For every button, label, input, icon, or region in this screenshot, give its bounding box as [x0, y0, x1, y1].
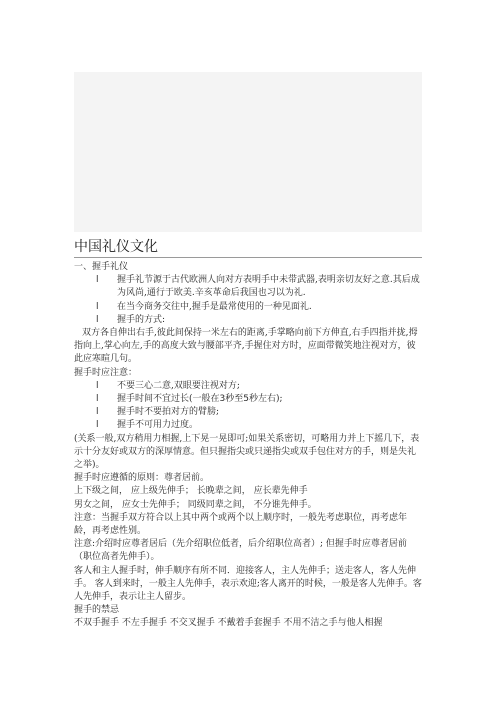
bullet-item [74, 314, 424, 327]
paragraph: (关系一般,双方稍用力相握,上下晃一晃即可;如果关系密切，可略用力并上下摇几下，表示十分友好或双方的深厚情意。但只握指尖或只递指尖或双手包住对方的手，则是失礼之举)。 [74, 433, 420, 471]
image-placeholder [74, 72, 422, 232]
bullet-text: 握手礼节源于古代欧洲人向对方表明手中未带武器,表明亲切友好之意.其后成为风尚,通行于欧美.辛亥革命后我国也习以为礼. [117, 275, 420, 299]
bullet-text: 不要三心二意,双眼要注视对方; [117, 380, 240, 391]
bullet-item [74, 419, 424, 432]
document-body [74, 261, 424, 631]
bullet-mark: l [96, 380, 99, 391]
bullet-mark: l [96, 420, 99, 431]
bullet-mark: l [96, 301, 99, 312]
section-heading: 一、握手礼仪 [74, 262, 129, 272]
bullet-text-part: 秒左右); [249, 394, 283, 405]
bullet-text: 握手的方式: [117, 314, 166, 325]
paragraph: 握手时应遵循的原则：尊者居前。 [74, 473, 210, 484]
page-title: 中国礼仪文化 [74, 239, 158, 255]
bullet-text-part: 握手时间不宜过长(一般在 [117, 394, 220, 405]
paragraph: 握手的禁忌 [74, 605, 120, 616]
bullet-mark: l [96, 314, 99, 325]
bullet-item [74, 393, 424, 406]
bullet-mark: l [96, 407, 99, 418]
paragraph: 上下级之间， 应上级先伸手； 长晚辈之间， 应长辈先伸手 [74, 486, 308, 497]
paragraph: 注意:介绍时应尊者居后（先介绍职位低者，后介绍职位高者）; 但握手时应尊者居前（职位高者先伸手）。 [74, 539, 407, 563]
bullet-number: 3 [219, 394, 226, 405]
paragraph: 客人和主人握手时，伸手顺序有所不同．迎接客人，主人先伸手；送走客人，客人先伸手。 客人到来时，一般主人先伸手，表示欢迎;客人离开的时候，一般是客人先伸手。客人先伸手，表示让主人留步。 [74, 565, 422, 603]
paragraph: 双方各自伸出右手,彼此间保持一米左右的距离,手掌略向前下方伸直,右手四指并拢,拇指向上,掌心向左,手的高度大致与腰部平齐,手握住对方时，应面带微笑地注视对方，彼此应寒暄几句。 [74, 328, 418, 365]
bullet-item [74, 380, 424, 393]
bullet-text-part: 秒至 [225, 394, 244, 405]
bullet-item [74, 406, 424, 419]
bullet-number: 5 [243, 394, 249, 405]
paragraph: 注意：当握手双方符合以上其中两个或两个以上顺序时，一般先考虑职位，再考虑年龄，再考虑性别。 [74, 512, 408, 537]
paragraph: 男女之间， 应女士先伸手； 同级同辈之间， 不分谁先伸手。 [74, 499, 317, 510]
paragraph: 不双手握手 不左手握手 不交叉握手 不戴着手套握手 不用不洁之手与他人相握 [74, 618, 383, 629]
bullet-text: 握手不可用力过度。 [117, 420, 199, 431]
bullet-mark: l [96, 275, 99, 286]
bullet-item [74, 301, 424, 314]
bullet-text: 在当今商务交往中,握手是最常使用的一种见面礼. [117, 301, 312, 312]
paragraph: 握手时应注意： [74, 367, 138, 378]
title-divider [74, 257, 422, 258]
bullet-item [74, 274, 424, 300]
bullet-text: 握手时不要拍对方的臂膀; [117, 407, 220, 418]
bullet-mark: l [96, 394, 99, 405]
